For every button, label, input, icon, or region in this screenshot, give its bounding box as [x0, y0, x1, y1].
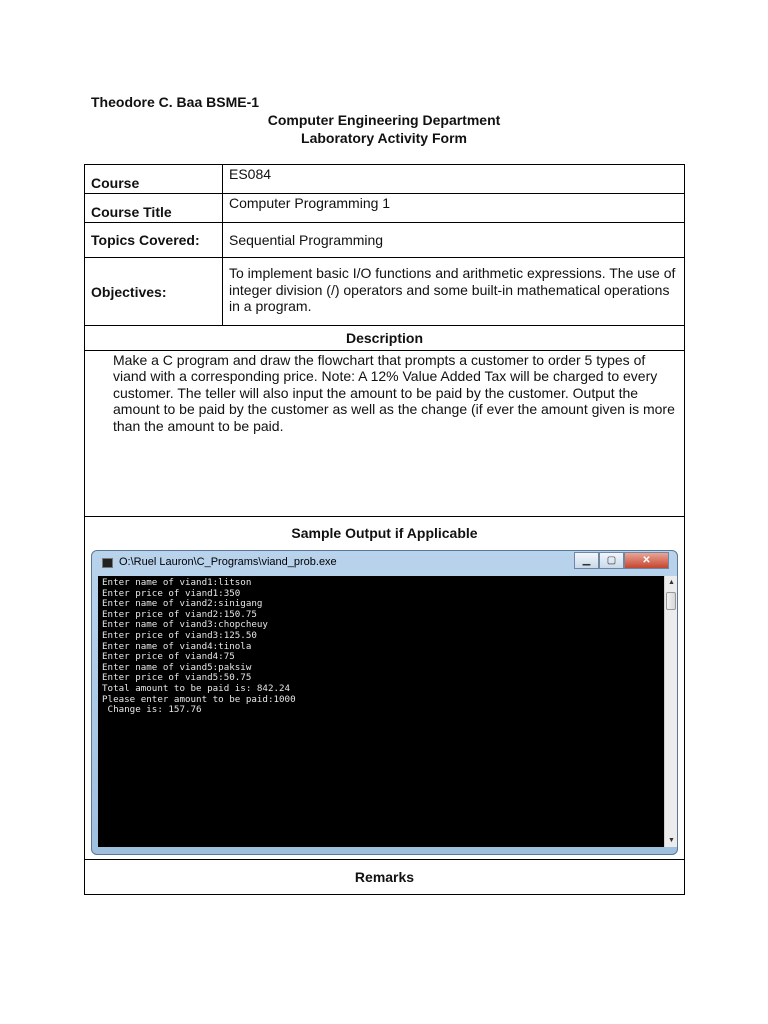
course-value: ES084: [229, 166, 272, 182]
console-line: Change is: 157.76: [102, 704, 202, 716]
course-title-value: Computer Programming 1: [229, 195, 391, 211]
course-title-row: [85, 194, 684, 223]
course-label: Course: [85, 165, 223, 193]
console-output[interactable]: [98, 576, 664, 847]
scroll-up-icon[interactable]: ▲: [668, 579, 675, 586]
console-line: Enter name of viand3:chopcheuy: [102, 619, 268, 631]
sample-output-area: [85, 549, 684, 860]
console-line: Enter price of viand1:350: [102, 587, 241, 599]
objectives-value: To implement basic I/O functions and arithmetic expressions. The use of integer division (/) operators and some built-in mathematical operations in a program.: [229, 265, 676, 314]
console-line: Enter name of viand2:sinigang: [102, 598, 263, 610]
remarks-heading: Remarks: [354, 869, 415, 885]
course-row: [85, 165, 684, 194]
topics-value: Sequential Programming: [229, 232, 384, 248]
department-title: Computer Engineering Department: [267, 112, 501, 128]
sample-output-heading: Sample Output if Applicable: [291, 525, 478, 541]
course-title-label: Course Title: [85, 194, 223, 222]
topics-label: Topics Covered:: [85, 223, 223, 257]
topics-row: [85, 223, 684, 258]
console-line: Enter name of viand4:tinola: [102, 640, 252, 652]
console-window: [91, 550, 678, 855]
console-window-title: O:\Ruel Lauron\C_Programs\viand_prob.exe: [119, 556, 337, 568]
console-app-icon: [102, 558, 113, 568]
console-line: Enter name of viand5:paksiw: [102, 661, 252, 673]
console-line: Enter price of viand2:150.75: [102, 608, 257, 620]
window-controls: [574, 552, 669, 569]
description-text: Make a C program and draw the flowchart that prompts a customer to order 5 types of viand with a corresponding price. Note: A 12% Value Added Tax will be charged to every customer. The teller will also input the amount to be paid by the customer. Output the amount to be paid by the customer as well as the change (if ever the amount given is more than the amount to be paid.: [85, 351, 684, 517]
objectives-label: Objectives:: [85, 258, 223, 325]
objectives-row: [85, 258, 684, 326]
console-line: Enter price of viand5:50.75: [102, 672, 252, 684]
description-heading: Description: [85, 326, 684, 351]
minimize-icon[interactable]: ▁: [574, 552, 599, 569]
console-line: Enter price of viand4:75: [102, 651, 235, 663]
scroll-down-icon[interactable]: ▼: [668, 837, 675, 844]
console-line: Enter name of viand1:litson: [102, 577, 252, 588]
activity-form-table: [84, 164, 685, 895]
console-titlebar[interactable]: [92, 551, 677, 575]
form-title: Laboratory Activity Form: [301, 130, 467, 146]
console-line: Total amount to be paid is: 842.24: [102, 682, 291, 694]
console-line: Enter price of viand3:125.50: [102, 629, 257, 641]
console-scrollbar[interactable]: [664, 576, 677, 847]
maximize-icon[interactable]: ▢: [599, 552, 624, 569]
author-name: Theodore C. Baa BSME-1: [91, 94, 260, 110]
scroll-thumb[interactable]: [666, 592, 676, 610]
close-icon[interactable]: ✕: [624, 552, 669, 569]
console-line: Please enter amount to be paid:1000: [102, 693, 296, 705]
